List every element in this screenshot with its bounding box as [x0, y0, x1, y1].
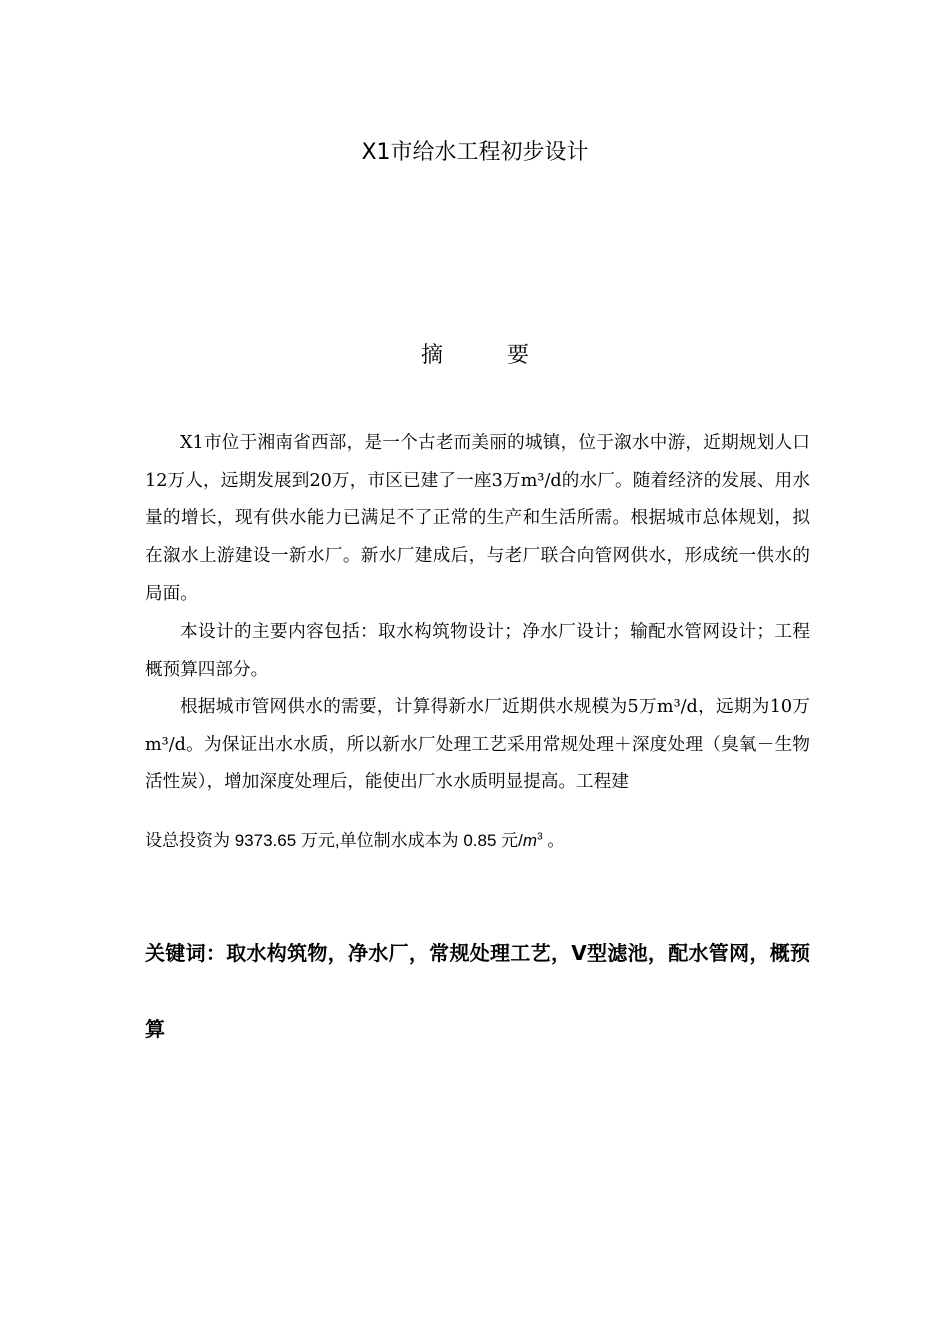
abstract-paragraph-1: X1市位于湘南省西部，是一个古老而美丽的城镇，位于溆水中游，近期规划人口12万人，远期发展到20万，市区已建了一座3万m³/d的水厂。随着经济的发展、用水量的增长，现有供水能力已满足不了正常的生产和生活所需。根据城市总体规划，拟在溆水上游建设一新水厂。新水厂建成后，与老厂联合向管网供水，形成统一供水的局面。	[145, 433, 810, 604]
abstract-heading-char-1: 摘	[420, 343, 443, 368]
paragraph-end: 。	[542, 831, 565, 850]
abstract-heading-char-2: 要	[507, 343, 530, 368]
document-title: X1市给水工程初步设计	[361, 140, 589, 165]
unit-exponent: 3	[537, 831, 543, 843]
abstract-heading	[0, 340, 950, 372]
cubic-meter-unit: m	[522, 831, 538, 850]
investment-text: 设总投资为 9373.65 万元,单位制水成本为 0.85 元/	[145, 831, 523, 850]
abstract-paragraph-3: 根据城市管网供水的需要，计算得新水厂近期供水规模为5万m³/d，远期为10万m³/d。为保证出水水质，所以新水厂处理工艺采用常规处理＋深度处理（臭氧－生物活性炭），增加深度处理后，能使出厂水水质明显提高。工程建	[145, 697, 810, 793]
keywords: 关键词：取水构筑物，净水厂，常规处理工艺，V型滤池，配水管网，概预算	[145, 941, 810, 1041]
abstract-paragraph-2: 本设计的主要内容包括：取水构筑物设计；净水厂设计；输配水管网设计；工程概预算四部分。	[145, 622, 810, 680]
abstract-paragraph-4	[145, 822, 810, 860]
